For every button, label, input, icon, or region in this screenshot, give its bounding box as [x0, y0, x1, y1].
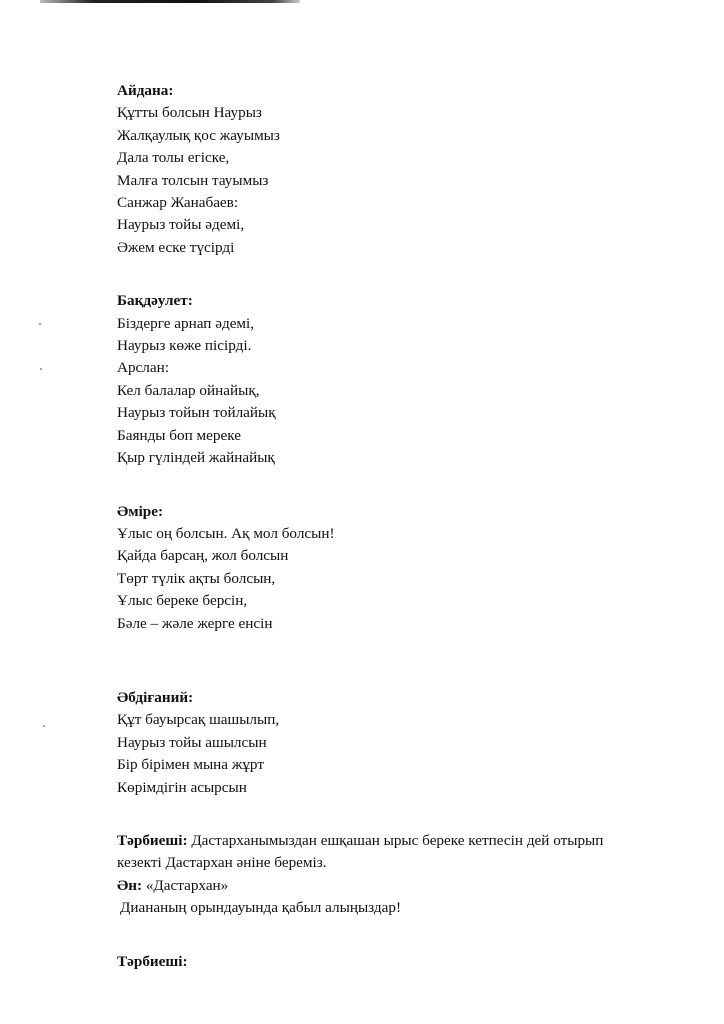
speaker-name: Әміре: — [117, 502, 164, 520]
speaker-name: Бақдәулет: — [117, 292, 193, 310]
verse-line: Көрімдігін асырсын — [117, 778, 247, 796]
verse-line: Кел балалар ойнайық, — [117, 381, 260, 399]
teacher-text: кезекті Дастархан әніне береміз. — [117, 854, 327, 872]
speaker-name: Әбдіғаний: — [117, 688, 194, 706]
verse-line: Ұлыс береке берсін, — [117, 592, 248, 610]
speaker-name: Тәрбиеші: — [117, 831, 188, 849]
verse-line: Бір бірімен мына жұрт — [117, 756, 264, 774]
verse-line: Наурыз тойы әдемі, — [117, 216, 245, 234]
verse-line: Құтты болсын Наурыз — [117, 104, 262, 122]
verse-line: Наурыз тойы ашылсын — [117, 733, 267, 751]
song-title: «Дастархан» — [142, 876, 229, 894]
verse-line: Баянды боп мереке — [117, 426, 241, 444]
verse-line: Арслан: — [117, 359, 169, 377]
verse-line: Құт бауырсақ шашылып, — [117, 711, 280, 729]
verse-line: Бәле – жәле жерге енсін — [117, 614, 273, 632]
verse-line: Малға толсын тауымыз — [117, 171, 269, 189]
performer-line: Диананың орындауында қабыл алыңыздар! — [120, 899, 402, 917]
scan-speck — [40, 368, 42, 370]
speaker-name: Айдана: — [117, 82, 174, 99]
teacher-text: Дастарханымыздан ешқашан ырыс береке кетпесін дей отырып — [187, 831, 604, 849]
scan-speck — [39, 323, 41, 325]
verse-block-amire — [117, 501, 697, 635]
verse-line: Қыр гүліндей жайнайық — [117, 449, 275, 467]
song-label: Ән: — [117, 876, 143, 894]
verse-block-aidana — [117, 80, 697, 259]
document-body — [117, 80, 697, 973]
verse-line: Жалқаулық қос жауымыз — [117, 126, 280, 144]
speaker-name: Тәрбиеші: — [117, 952, 188, 970]
verse-block-bakdaulet — [117, 290, 697, 469]
verse-line: Наурыз көже пісірді. — [117, 337, 252, 355]
verse-line: Төрт түлік ақты болсын, — [117, 569, 276, 587]
verse-line: Санжар Жанабаев: — [117, 194, 239, 212]
verse-line: Ұлыс оң болсын. Ақ мол болсын! — [117, 524, 335, 542]
verse-line: Дала толы егіске, — [117, 149, 230, 167]
scan-speck — [43, 725, 45, 727]
verse-line: Наурыз тойын тойлайық — [117, 404, 276, 422]
scan-edge-shadow — [40, 0, 300, 3]
verse-line: Әжем еске түсірді — [117, 238, 235, 256]
verse-line: Біздерге арнап әдемі, — [117, 314, 255, 332]
teacher-block — [117, 830, 697, 920]
verse-line: Қайда барсаң, жол болсын — [117, 547, 289, 565]
final-teacher-block — [117, 951, 697, 973]
verse-block-abdigani — [117, 687, 697, 799]
